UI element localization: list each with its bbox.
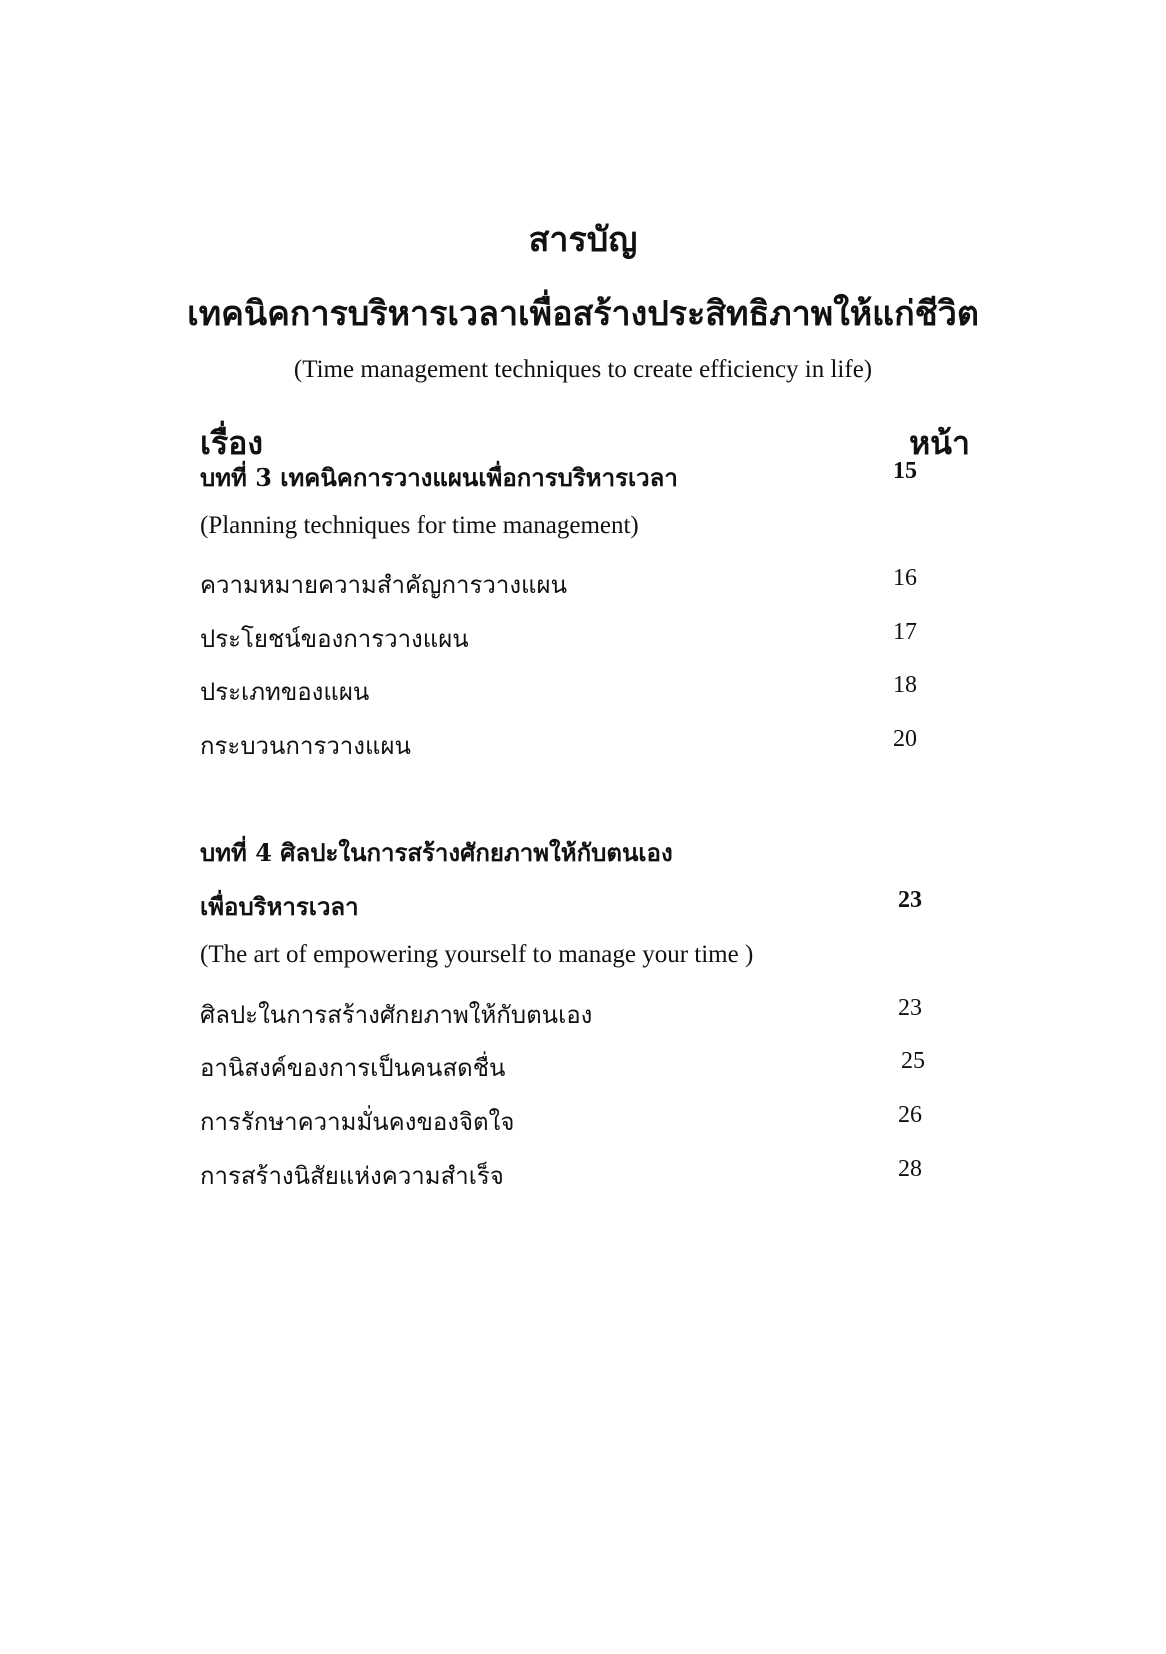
toc-item[interactable] bbox=[200, 565, 945, 599]
topic-column-label: เรื่อง bbox=[200, 424, 263, 462]
toc-item-label: กระบวนการวางแผน bbox=[200, 732, 411, 760]
toc-item-label: การรักษาความมั่นคงของจิตใจ bbox=[200, 1108, 515, 1136]
book-title: เทคนิคการบริหารเวลาเพื่อสร้างประสิทธิภาพให้แก่ชีวิต bbox=[187, 294, 979, 334]
chapter-4-english-title: (The art of empowering yourself to manage your time ) bbox=[200, 941, 754, 968]
toc-item[interactable] bbox=[200, 619, 945, 653]
toc-item-page: 16 bbox=[893, 565, 917, 591]
chapter-3-title: บทที่ 3 เทคนิคการวางแผนเพื่อการบริหารเวลา bbox=[200, 463, 678, 492]
toc-item-label: ประโยชน์ของการวางแผน bbox=[200, 625, 469, 653]
toc-item-page: 23 bbox=[898, 995, 922, 1021]
toc-item[interactable] bbox=[200, 1156, 945, 1190]
toc-item[interactable] bbox=[200, 995, 945, 1029]
toc-chapter-3[interactable] bbox=[200, 458, 945, 492]
toc-item-page: 20 bbox=[893, 726, 917, 752]
toc-item-label: ความหมายความสำคัญการวางแผน bbox=[200, 571, 567, 599]
toc-chapter-4[interactable] bbox=[200, 833, 945, 867]
toc-header bbox=[200, 418, 970, 462]
toc-item-label: ศิลปะในการสร้างศักยภาพให้กับตนเอง bbox=[200, 1001, 593, 1029]
toc-item-page: 18 bbox=[893, 672, 917, 698]
toc-item[interactable] bbox=[200, 1102, 945, 1136]
toc-item[interactable] bbox=[200, 1048, 945, 1082]
chapter-4-title-line1: บทที่ 4 ศิลปะในการสร้างศักยภาพให้กับตนเอง bbox=[200, 838, 673, 867]
chapter-4-title-line2: เพื่อบริหารเวลา bbox=[200, 892, 359, 921]
toc-item-label: ประเภทของแผน bbox=[200, 678, 370, 706]
toc-chapter-4-cont[interactable] bbox=[200, 887, 945, 921]
toc-item-page: 17 bbox=[893, 619, 917, 645]
page-column-label: หน้า bbox=[909, 424, 970, 462]
chapter-3-english bbox=[200, 512, 945, 546]
page-title: สารบัญ bbox=[528, 220, 638, 260]
toc-item[interactable] bbox=[200, 726, 945, 760]
toc-item-label: การสร้างนิสัยแห่งความสำเร็จ bbox=[200, 1162, 504, 1190]
chapter-4-page: 23 bbox=[898, 887, 922, 913]
toc-item-page: 28 bbox=[898, 1156, 922, 1182]
chapter-3-page: 15 bbox=[893, 458, 917, 484]
chapter-3-english-title: (Planning techniques for time management) bbox=[200, 512, 639, 539]
chapter-4-english bbox=[200, 941, 945, 975]
toc-item-label: อานิสงค์ของการเป็นคนสดชื่น bbox=[200, 1054, 506, 1082]
toc-item[interactable] bbox=[200, 672, 945, 706]
toc-item-page: 25 bbox=[901, 1048, 925, 1074]
toc-item-page: 26 bbox=[898, 1102, 922, 1128]
book-title-english: (Time management techniques to create efficiency in life) bbox=[293, 356, 873, 383]
